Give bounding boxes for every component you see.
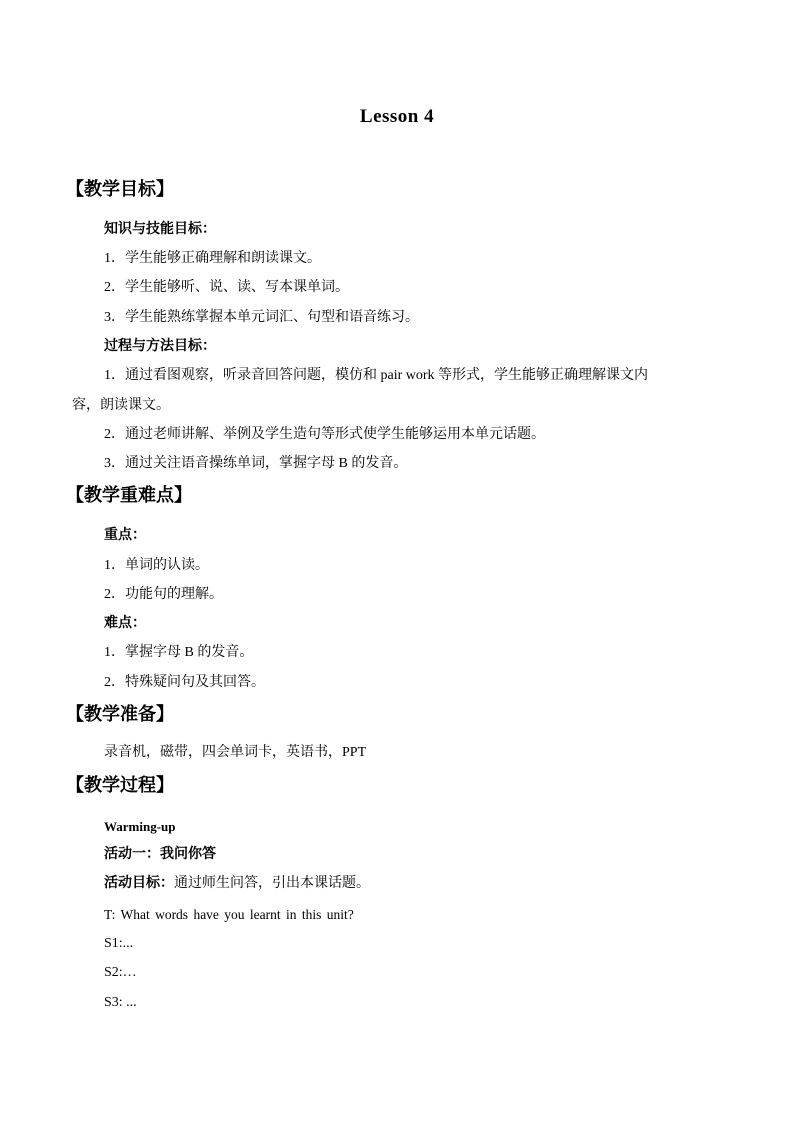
activity-goal-text: 通过师生问答，引出本课话题。 — [174, 876, 370, 891]
dialog-line: S3: ... — [104, 995, 137, 1010]
dialog-line: T: What words have you learnt in this unit? — [104, 907, 354, 922]
objectives-heading: 【教学目标】 — [66, 179, 174, 199]
process-label: 过程与方法目标： — [104, 339, 216, 354]
focus-item: 2．功能句的理解。 — [104, 587, 223, 602]
dialog-line: S1:... — [104, 936, 134, 951]
difficulty-label: 难点： — [104, 616, 146, 631]
activity-goal — [104, 874, 370, 894]
process-item: 3．通过关注语音操练单词，掌握字母 B 的发音。 — [104, 456, 408, 471]
focus-item: 1．单词的认读。 — [104, 558, 209, 573]
knowledge-item: 1．学生能够正确理解和朗读课文。 — [104, 251, 321, 266]
activity-goal-label: 活动目标： — [104, 876, 174, 891]
process-item-1-line2: 容，朗读课文。 — [72, 398, 170, 413]
knowledge-item: 3．学生能熟练掌握本单元词汇、句型和语音练习。 — [104, 310, 419, 325]
procedure-heading: 【教学过程】 — [66, 775, 174, 795]
preparation-heading: 【教学准备】 — [66, 704, 174, 724]
knowledge-item: 2．学生能够听、说、读、写本课单词。 — [104, 280, 349, 295]
difficulty-item: 2．特殊疑问句及其回答。 — [104, 675, 265, 690]
knowledge-label: 知识与技能目标： — [104, 222, 216, 237]
activity-title: 活动一：我问你答 — [104, 847, 216, 862]
page-title: Lesson 4 — [359, 106, 435, 127]
key-points-heading: 【教学重难点】 — [66, 485, 192, 505]
process-item-1-line1: 1．通过看图观察，听录音回答问题，模仿和 pair work 等形式，学生能够正确理解课文内 — [104, 368, 649, 383]
difficulty-item: 1．掌握字母 B 的发音。 — [104, 645, 254, 660]
process-item: 2．通过老师讲解、举例及学生造句等形式使学生能够运用本单元话题。 — [104, 427, 545, 442]
focus-label: 重点： — [104, 528, 146, 543]
warming-up-label: Warming-up — [104, 819, 176, 834]
dialog-line: S2:… — [104, 965, 137, 980]
preparation-text: 录音机，磁带，四会单词卡，英语书，PPT — [104, 745, 367, 760]
